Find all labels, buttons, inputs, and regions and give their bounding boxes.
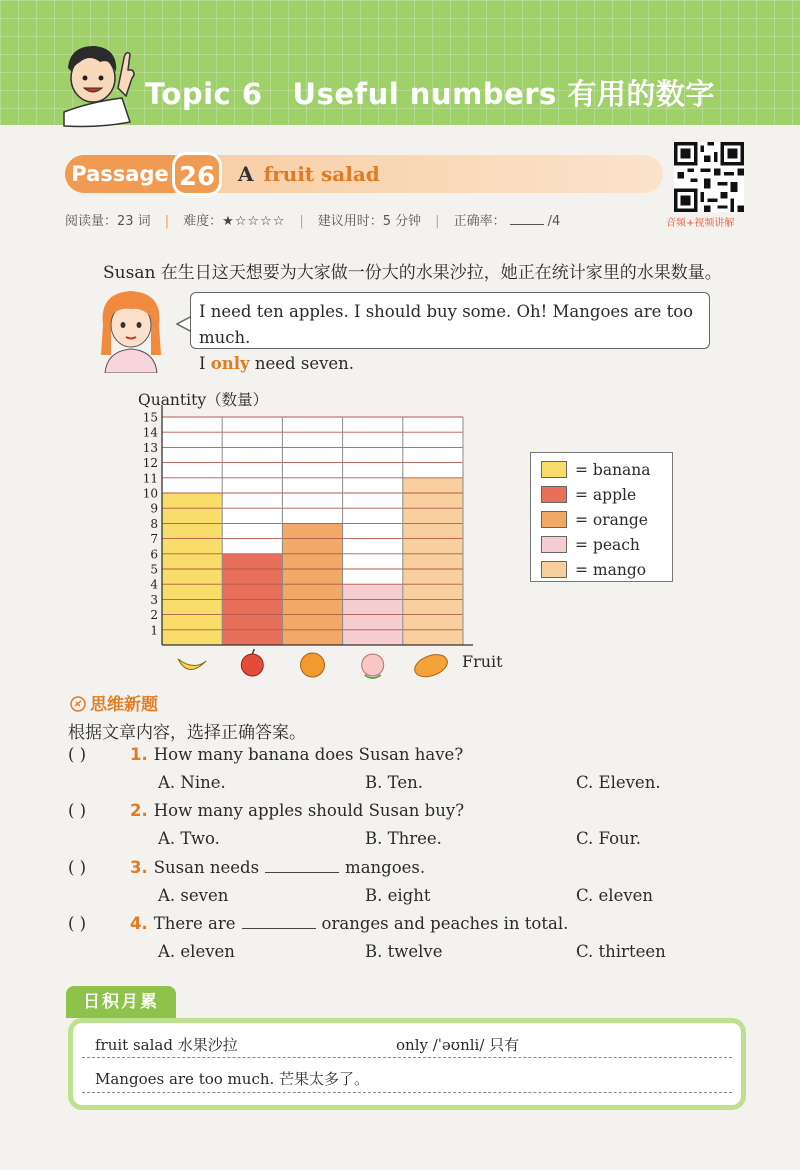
apple-stem-icon	[252, 649, 254, 654]
difficulty-stars: ★☆☆☆☆	[222, 214, 286, 229]
answer-blank[interactable]: ( )	[68, 858, 87, 877]
option-a[interactable]: A. eleven	[158, 942, 235, 961]
y-tick-label: 14	[142, 425, 158, 440]
y-tick-label: 8	[150, 516, 158, 531]
question-text-post: oranges and peaches in total.	[321, 914, 569, 933]
vocab-sentence: Mangoes are too much. 芒果太多了。	[95, 1070, 370, 1088]
legend-swatch	[541, 461, 567, 478]
y-tick-label: 4	[150, 577, 158, 592]
y-tick-label: 9	[150, 501, 158, 516]
speech-bubble	[190, 292, 710, 373]
separator: |	[435, 214, 440, 229]
vocab-only: only /ˈəʊnli/ 只有	[396, 1036, 520, 1054]
option-c[interactable]: C. thirteen	[576, 942, 666, 961]
bar-mango	[403, 478, 463, 645]
question-text: There are	[153, 914, 236, 933]
accuracy-label: 正确率：	[453, 214, 506, 229]
boy-mascot-icon	[60, 40, 138, 128]
passage-letter: A	[238, 162, 254, 186]
legend-label: = apple	[575, 485, 637, 504]
option-a[interactable]: A. seven	[158, 886, 229, 905]
legend-item-mango	[541, 557, 672, 582]
peach-icon	[362, 654, 384, 676]
passage-title-text: fruit salad	[263, 162, 380, 186]
option-a[interactable]: A. Two.	[158, 829, 220, 848]
passage-title	[238, 162, 380, 186]
difficulty-label: 难度：	[183, 214, 223, 229]
legend-label: = banana	[575, 460, 651, 479]
speech-line-2	[199, 351, 701, 377]
passage-number: 26	[172, 152, 222, 196]
option-c[interactable]: C. eleven	[576, 886, 654, 905]
option-b[interactable]: B. twelve	[365, 942, 443, 961]
y-tick-label: 11	[142, 471, 158, 486]
y-tick-label: 13	[142, 440, 158, 455]
option-c[interactable]: C. Four.	[576, 829, 641, 848]
lightbulb-icon	[70, 696, 86, 712]
question-number: 1.	[130, 745, 148, 764]
fill-blank[interactable]	[242, 914, 316, 929]
qr-caption: 音频+视频讲解	[666, 218, 735, 229]
word-count: 阅读量：23 词	[65, 214, 151, 229]
legend-label: = orange	[575, 510, 648, 529]
banana-icon	[178, 659, 206, 670]
legend-item-peach	[541, 532, 672, 557]
speech-line-2-pre: I	[199, 354, 206, 373]
question-number: 3.	[130, 858, 148, 877]
legend-item-orange	[541, 507, 672, 532]
chart-legend	[530, 452, 673, 582]
question-text: How many apples should Susan buy?	[153, 801, 465, 820]
y-tick-label: 10	[142, 486, 158, 501]
legend-swatch	[541, 561, 567, 578]
mango-icon	[412, 650, 451, 680]
legend-swatch	[541, 511, 567, 528]
speech-line-2-post: need seven.	[254, 354, 355, 373]
speech-line-1: I need ten apples. I should buy some. Oh! Mangoes are too much.	[199, 302, 694, 347]
separator: |	[164, 214, 170, 229]
dashed-divider	[82, 1057, 732, 1058]
y-tick-label: 15	[142, 410, 158, 425]
question-number: 4.	[130, 914, 148, 933]
y-tick-label: 12	[142, 456, 158, 471]
daily-box	[68, 1018, 746, 1110]
question-1	[68, 745, 463, 764]
dashed-divider	[82, 1092, 732, 1093]
section-instruction: 根据文章内容，选择正确答案。	[68, 723, 306, 743]
y-tick-label: 3	[150, 592, 158, 607]
qr-code-icon[interactable]	[674, 142, 744, 212]
passage-meta	[65, 210, 560, 229]
answer-blank[interactable]: ( )	[68, 801, 87, 820]
option-c[interactable]: C. Eleven.	[576, 773, 661, 792]
intro-text: Susan 在生日这天想要为大家做一份大的水果沙拉，她正在统计家里的水果数量。	[103, 263, 722, 283]
topic-name: Useful numbers 有用的数字	[292, 77, 715, 111]
question-2	[68, 801, 464, 820]
answer-blank[interactable]: ( )	[68, 914, 87, 933]
daily-tab: 日积月累	[66, 986, 176, 1018]
answer-blank[interactable]: ( )	[68, 745, 87, 764]
y-tick-label: 7	[150, 532, 158, 547]
orange-icon	[301, 653, 325, 677]
accuracy-blank[interactable]	[510, 224, 544, 225]
topic-header	[0, 0, 800, 125]
y-tick-label: 6	[150, 547, 158, 562]
question-text: How many banana does Susan have?	[153, 745, 464, 764]
y-tick-label: 5	[150, 562, 158, 577]
chart-x-axis-label: Fruit	[462, 652, 503, 671]
topic-number: Topic 6	[145, 77, 263, 111]
girl-avatar-icon	[95, 285, 167, 373]
section-heading	[70, 690, 158, 715]
speech-highlight-only: only	[210, 354, 250, 373]
accuracy-total: /4	[547, 214, 561, 229]
chart-y-axis-label: Quantity（数量）	[138, 391, 269, 409]
fill-blank[interactable]	[265, 858, 339, 873]
legend-label: = peach	[575, 535, 640, 554]
question-text: Susan needs	[153, 858, 260, 877]
option-a[interactable]: A. Nine.	[158, 773, 226, 792]
legend-label: = mango	[575, 560, 647, 579]
legend-swatch	[541, 536, 567, 553]
passage-label: Passage	[65, 155, 175, 193]
question-3	[68, 858, 425, 877]
fruit-bar-chart	[0, 380, 800, 680]
question-text-post: mangoes.	[345, 858, 426, 877]
y-tick-label: 1	[150, 623, 158, 638]
option-b[interactable]: B. eight	[365, 886, 431, 905]
apple-icon	[241, 654, 263, 676]
vocab-fruit-salad: fruit salad 水果沙拉	[95, 1036, 238, 1054]
legend-swatch	[541, 486, 567, 503]
section-heading-text: 思维新题	[90, 695, 158, 715]
question-4	[68, 914, 568, 933]
legend-item-banana	[541, 457, 672, 482]
suggested-time: 建议用时：5 分钟	[317, 214, 422, 229]
option-b[interactable]: B. Ten.	[365, 773, 423, 792]
option-b[interactable]: B. Three.	[365, 829, 442, 848]
y-tick-label: 2	[150, 608, 158, 623]
topic-title	[145, 72, 715, 113]
legend-item-apple	[541, 482, 672, 507]
separator: |	[299, 214, 304, 229]
question-number: 2.	[130, 801, 148, 820]
